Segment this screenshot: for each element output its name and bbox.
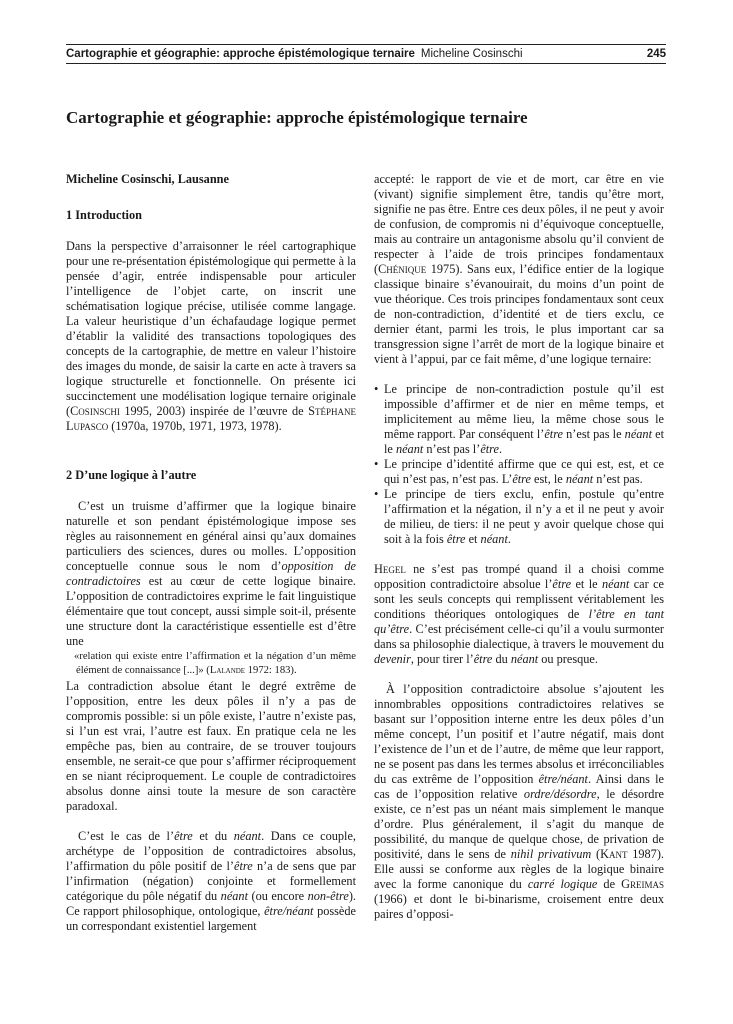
running-header [66,44,666,64]
list-item: • Le principe de non-contradiction postule qu’il est impossible d’affirmer et de nier en même temps, et implicitement au même lieu, la même chose sous le même rapport. Par conséquent l’être n’est pas le néant et le néant n’est pas l’être. [374,382,664,457]
citation-author: Lalande [209,665,246,676]
section-heading-logic: 2 D’une logique à l’autre [66,468,197,482]
citation-author: Stéphane Lupasco [66,404,356,433]
citation-author: Greimas [621,877,664,891]
block-quote: «relation qui existe entre l’affirmation et la négation d’un même élément de connaissance [...]» (Lalande 1972: 183). [74,651,356,676]
running-header-title: Cartographie et géographie: approche épistémologique ternaire [66,48,415,60]
section-heading-introduction: 1 Introduction [66,208,142,222]
principles-paragraph: accepté: le rapport de vie et de mort, car être en vie (vivant) signifie simplement être, tandis qu’être mort, signifie ne pas être. Entre ces deux pôles, il ne peut y avoir de confusion, de compromis ni d’équivoque conceptuelle, mais au contraire un antagonisme absolu qu’il convient de respecter à l’aide de trois principes fondamentaux (Chénique 1975). Sans eux, l’édifice entier de la logique classique binaire s’évanouirait, du moins d’un point de vue théorique. Ces trois principes fondamentaux sont ceux de non-contradiction, d’identité et de tiers exclu, ce dernier étant, parmi les trois, le plus important car sa transgression signe l’arrêt de mort de la logique binaire et vient à l’appui, par ce fait même, d’une logique ternaire: [374,172,664,366]
citation-author: Kant [600,847,628,861]
citation-author: Chénique [378,262,427,276]
citation-author: Cosinschi [70,404,120,418]
hegel-paragraph: Hegel ne s’est pas trompé quand il a choisi comme opposition contradictoire absolue l’être et le néant car ce sont les seuls concepts qui remplissent véritablement les conditions théoriques ontologiques de l’être en tant qu’être. C’est précisément celle-ci qu’il a voulu surmonter dans sa philosophie dialectique, à travers le mouvement du devenir, pour tirer l’être du néant ou presque. [374,562,664,666]
list-item: • Le principe d’identité affirme que ce qui est, est, et ce qui n’est pas, n’est pas. L’être est, le néant n’est pas. [374,457,664,487]
logic-paragraph-2: La contradiction absolue étant le degré extrême de l’opposition, entre les deux pôles il n’y a pas de compromis possible: si un pôle existe, l’autre n’existe pas, si l’un est vrai, l’autre est faux. En pratique cela ne les empêche pas, bien au contraire, de se trouver toujours ensemble, ne serait-ce que pour s’affirmer réciproquement en se niant réciproquement. Le couple de contradictoires absolus donne ainsi toute la mesure de son caractère paradoxal. [66,679,356,813]
principles-list [374,382,664,547]
page-number: 245 [646,48,666,60]
right-column [374,172,664,922]
author-line: Micheline Cosinschi, Lausanne [66,172,229,186]
citation-author: Hegel [374,562,406,576]
logic-paragraph-1: C’est un truisme d’affirmer que la logique binaire naturelle et son pendant épistémologique impose ses règles au raisonnement en général ainsi qu’aux domaines particuliers des sciences, dures ou molles. L’opposition conceptuelle connue sous le nom d’opposition de contradictoires est au cœur de cette logique binaire. L’opposition de contradictoires exprime le fait linguistique élémentaire que tout concept, aussi simple soit-il, présente une structure dont la caractéristique essentielle est d’être une [66,499,356,648]
article-title: Cartographie et géographie: approche épistémologique ternaire [66,108,528,127]
relative-opposition-paragraph: À l’opposition contradictoire absolue s’ajoutent les innombrables oppositions contradictoires relatives se basant sur l’opposition interne entre les deux pôles d’un même concept, l’un positif et l’autre négatif, mais dont l’existence de l’un et de l’autre, de même que leur rapport, ne se posent pas dans les termes absolus et irréconciliables du cas extrême de l’opposition être/néant. Ainsi dans le cas de l’opposition relative ordre/désordre, le désordre existe, ce n’est pas un néant mais simplement le manque d’ordre. Plus généralement, il s’agit du manque de possibilité, du manque de quelque chose, de privation de positivité, dans le sens de nihil privativum (Kant 1987). Elle aussi se conforme aux règles de la logique binaire avec la forme canonique du carré logique de Greimas (1966) et dont le bi-binarisme, croisement entre deux paires d’opposi- [374,682,664,921]
logic-paragraph-3: C’est le cas de l’être et du néant. Dans ce couple, archétype de l’opposition de contradictoires absolus, l’affirmation du pôle positif de l’être n’a de sens que par l’infirmation (négation) conjointe et formellement catégorique du pôle négatif du néant (ou encore non-être). Ce rapport philosophique, ontologique, être/néant possède un correspondant existentiel largement [66,829,356,933]
left-column [66,172,356,934]
intro-paragraph: Dans la perspective d’arraisonner le réel cartographique pour une re-présentation épistémologique qui permette à la pensée d’agir, entrée indispensable pour articuler l’intelligence de l’objet carte, on inscrit une schématisation logique précise, utilisée comme langage. La valeur heuristique d’un échafaudage logique permet d’établir la validité des transactions topologiques des concepts de la cartographie, de mettre en valeur l’histoire des images du monde, de saisir la carte en acte à travers sa logique structurelle et fonctionnelle. On présente ici succinctement une modélisation logique ternaire originale (Cosinschi 1995, 2003) inspirée de l’œuvre de Stéphane Lupasco (1970a, 1970b, 1971, 1973, 1978). [66,239,356,433]
running-header-author: Micheline Cosinschi [420,48,523,60]
list-item: • Le principe de tiers exclu, enfin, postule qu’entre l’affirmation et la négation, il n’y a et il ne peut y avoir de milieu, de tiers: il ne peut y avoir quelque chose qui soit à la fois être et néant. [374,487,664,547]
